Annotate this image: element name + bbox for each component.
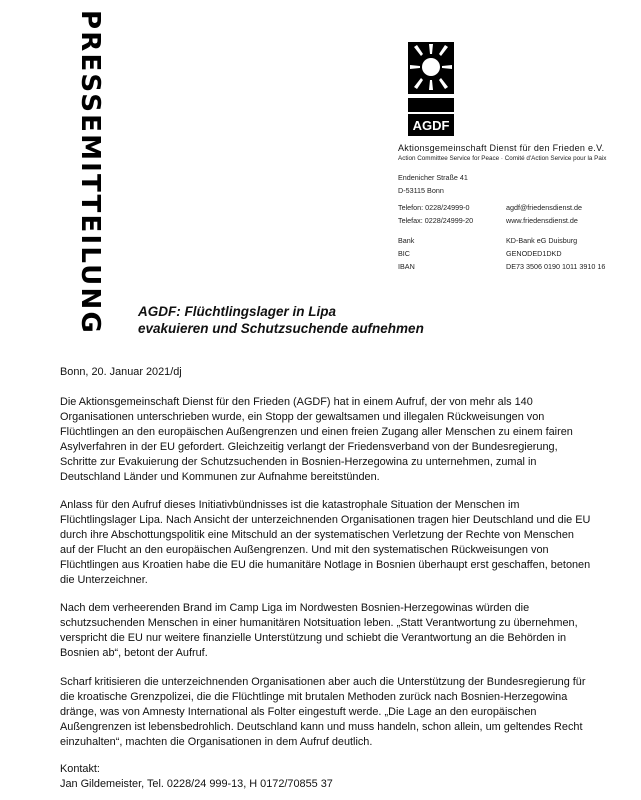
paragraph-line: Nach dem verheerenden Brand im Camp Liga im Nordwesten Bosnien-Herzegowinas würden die bbox=[60, 602, 530, 614]
paragraph-line: schutzsuchenden Menschen in einer humanitären Notsituation leben. „Statt Verantwortung zu übernehmen, bbox=[60, 617, 578, 629]
paragraph-line: Bosnien ab“, betont der Aufruf. bbox=[60, 647, 208, 659]
paragraph-line: die kroatische Grenzpolizei, die die Flüchtlinge mit brutalen Methoden zurück nach Bosnien-Herzegowina bbox=[60, 691, 568, 703]
fax-text: Telefax: 0228/24999-20 bbox=[398, 216, 474, 225]
vertical-title bbox=[30, 10, 110, 335]
bank-value: KD-Bank eG Duisburg bbox=[506, 236, 578, 245]
headline-line-2: evakuieren und Schutzsuchende aufnehmen bbox=[138, 321, 424, 336]
phone-text: Telefon: 0228/24999-0 bbox=[398, 203, 470, 212]
paragraph-line: dränge, was von Amnesty International als Folter eingestuft werde. „Die Lage an den europäischen bbox=[60, 706, 537, 718]
paragraph-line: die Unterzeichner. bbox=[60, 574, 148, 586]
paragraph-line: Scharf kritisieren die unterzeichnenden Organisationen aber auch die Unterstützung der Bundesregierung für bbox=[60, 676, 586, 688]
contact-label: Kontakt: bbox=[60, 763, 100, 775]
paragraph-1 bbox=[60, 395, 600, 485]
org-block bbox=[398, 143, 634, 163]
agdf-logo bbox=[408, 42, 454, 136]
headline-line-1: AGDF: Flüchtlingslager in Lipa bbox=[138, 304, 337, 319]
paragraph-line: einzuhalten“, machten die Organisationen in dem Aufruf deutlich. bbox=[60, 736, 373, 748]
contact-line: Jan Gildemeister, Tel. 0228/24 999-13, H 0172/70855 37 bbox=[60, 778, 333, 790]
contact-block bbox=[60, 762, 600, 792]
paragraph-2 bbox=[60, 498, 600, 588]
paragraph-line: Anlass für den Aufruf dieses Initiativbündnisses ist die katastrophale Situation der Menschen im bbox=[60, 499, 520, 511]
paragraph-line: Organisationen unterschrieben wurde, ein Stopp der gewaltsamen und illegalen Rückweisungen von bbox=[60, 411, 545, 423]
sun-icon bbox=[408, 42, 454, 112]
paragraph-3 bbox=[60, 601, 600, 661]
paragraph-line: Außengrenzen ist lebensbedrohlich. Deutschland kann und muss handeln, schon allein, um geltendes Recht bbox=[60, 721, 583, 733]
paragraph-line: Die Aktionsgemeinschaft Dienst für den Frieden (AGDF) hat in einem Aufruf, der von mehr als 140 bbox=[60, 396, 533, 408]
bic-label: BIC bbox=[398, 249, 410, 258]
vertical-title-text: PRESSEMITTEILUNG bbox=[75, 10, 105, 335]
paragraph-4 bbox=[60, 675, 600, 750]
paragraph-line: Flüchtlingen an den europäischen Außengrenzen und einen freien Zugang aller Menschen zu einem fairen bbox=[60, 426, 573, 438]
paragraph-line: Flüchtlingen aus Kroatien habe die EU die humanitäre Notlage in Bosnien überhaupt erst geschaffen, betonen bbox=[60, 559, 591, 571]
org-subtitle: Action Committee Service for Peace · Comité d'Action Service pour la Paix bbox=[398, 155, 607, 162]
paragraph-line: auf der Flucht an den europäischen Außengrenzen. Und mit den systematischen Rückweisungen von bbox=[60, 544, 549, 556]
paragraph-line: Asylverfahren in der EU gefordert. Gleichzeitig verlangt der Friedensverband von der Bundesregierung, bbox=[60, 441, 558, 453]
logo-text: AGDF bbox=[412, 118, 450, 133]
headline bbox=[138, 303, 598, 337]
address-city: D-53115 Bonn bbox=[398, 186, 444, 195]
email-link[interactable]: agdf@friedensdienst.de bbox=[506, 203, 583, 212]
bic-value: GENODED1DKD bbox=[506, 249, 562, 258]
paragraph-line: Deutschland Länder und Kommunen zur Aufnahme bereitstünden. bbox=[60, 471, 380, 483]
paragraph-line: durch ihre Abschottungspolitik eine Mitschuld an der systematischen Verletzung der Rechte von Menschen bbox=[60, 529, 574, 541]
paragraph-line: Flüchtlingslager Lipa. Nach Ansicht der unterzeichnenden Organisationen tragen hier Deutschland und die EU bbox=[60, 514, 591, 526]
web-link[interactable]: www.friedensdienst.de bbox=[506, 216, 578, 225]
paragraph-line: verspricht die EU nur weitere finanzielle Unterstützung und schiebt die Verantwortung an die Behörden in bbox=[60, 632, 567, 644]
iban-label: IBAN bbox=[398, 262, 415, 271]
dateline: Bonn, 20. Januar 2021/dj bbox=[60, 366, 182, 378]
iban-value: DE73 3506 0190 1011 3910 16 bbox=[506, 262, 606, 271]
org-name: Aktionsgemeinschaft Dienst für den Frieden e.V. bbox=[398, 143, 605, 153]
bank-label: Bank bbox=[398, 236, 415, 245]
paragraph-line: Schritte zur Evakuierung der Schutzsuchenden in Bosnien-Herzegowina zu unternehmen, zumal in bbox=[60, 456, 537, 468]
address-street: Endenicher Straße 41 bbox=[398, 173, 468, 182]
